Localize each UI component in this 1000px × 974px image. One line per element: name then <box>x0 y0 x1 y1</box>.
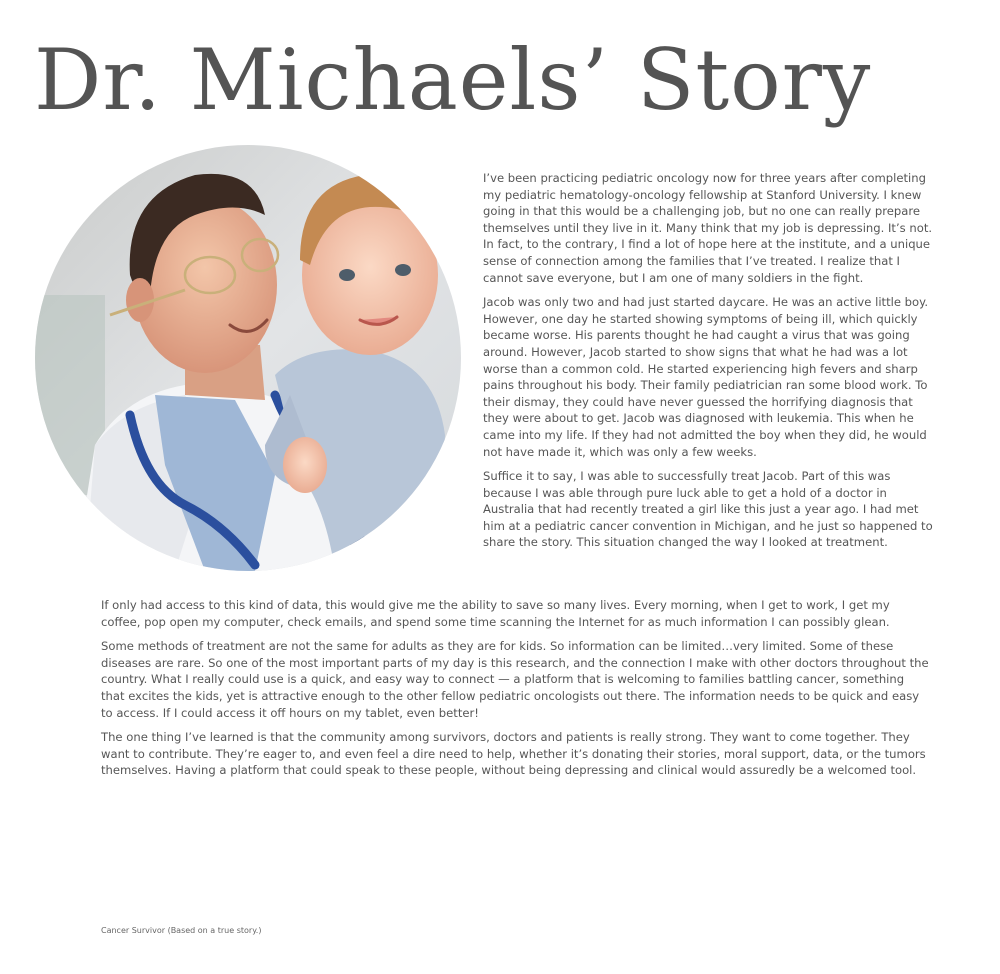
paragraph: If only had access to this kind of data, this would give me the ability to save so many lives. Every morning, when I get to work, I get my coffee, pop open my computer, check emails, and spend some time scanning the Internet for as much information I can possibly glean. <box>101 598 890 629</box>
paragraph: I’ve been practicing pediatric oncology now for three years after completing my pediatric hematology-oncology fellowship at Stanford University. I knew going in that this would be a challenging job, but no one can really prepare themselves until they live in it. Many think that my job is depressing. It’s not. In fact, to the contrary, I find a lot of hope here at the institute, and a unique sense of connection among the families that I’ve treated. I realize that I cannot save everyone, but I am one of many soldiers in the fight. <box>483 171 933 285</box>
paragraph: Jacob was only two and had just started daycare. He was an active little boy. However, one day he started showing symptoms of being ill, which quickly became worse. His parents thought he had caught a virus that was going around. However, Jacob started to show signs that what he had was a lot worse than a common cold. He started experiencing high fevers and sharp pains throughout his body. Their family pediatrician ran some blood work. To their dismay, they could have never guessed the horrifying diagnosis that they were about to get. Jacob was diagnosed with leukemia. This when he came into my life. If they had not admitted the boy when they did, he would not have made it, which was only a few weeks. <box>483 295 929 459</box>
page-title: Dr. Michaels’ Story <box>34 31 872 129</box>
paragraph: Some methods of treatment are not the same for adults as they are for kids. So information can be limited…very limited. Some of these diseases are rare. So one of the most important parts of my day is this research, and the connection I make with other doctors throughout the country. What I really could use is a quick, and easy way to connect — a platform that is welcoming to families battling cancer, something that excites the kids, yet is attractive enough to the other fellow pediatric oncologists out there. The information needs to be quick and easy to access. If I could access it off hours on my tablet, even better! <box>101 639 929 720</box>
story-intro-column <box>483 170 935 559</box>
paragraph: The one thing I’ve learned is that the community among survivors, doctors and patients is really strong. They want to come together. They want to contribute. They’re eager to, and even feel a dire need to help, whether it’s donating their stories, moral support, data, or the tumors themselves. Having a platform that could speak to these people, without being depressing and clinical would assuredly be a welcomed tool. <box>101 730 926 778</box>
paragraph: Suffice it to say, I was able to successfully treat Jacob. Part of this was because I was able through pure luck able to get a hold of a doctor in Australia that had recently treated a girl like this just a year ago. I had met him at a pediatric cancer convention in Michigan, and he just so happened to share the story. This situation changed the way I looked at treatment. <box>483 469 933 550</box>
doctor-holding-child-photo-icon <box>35 145 461 571</box>
doctor-child-photo <box>35 145 461 571</box>
story-continued-section <box>101 597 931 787</box>
footnote: Cancer Survivor (Based on a true story.) <box>101 926 262 935</box>
